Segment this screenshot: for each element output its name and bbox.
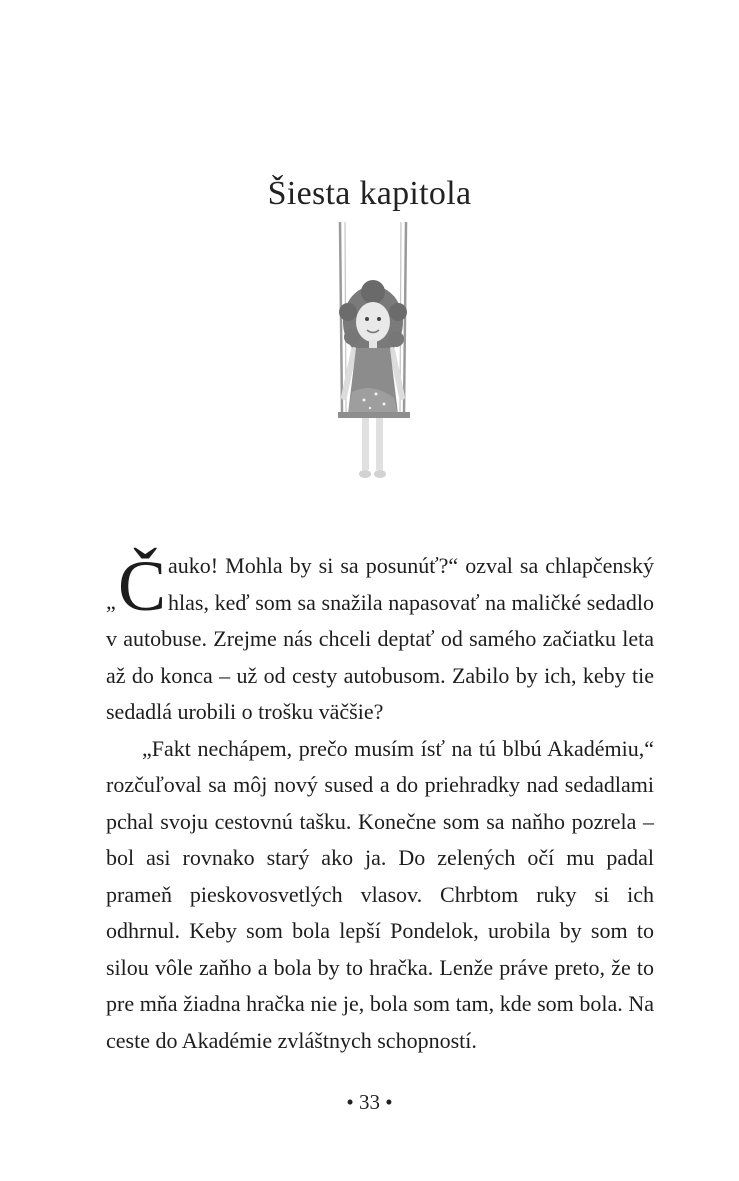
girl-on-swing-illustration [318,222,428,492]
chapter-body [106,548,654,1059]
chapter-title: Šiesta kapitola [267,175,472,212]
first-paragraph [106,548,654,731]
drop-cap-letter: Č [118,546,167,626]
page-number: • 33 • [346,1090,393,1114]
opening-quote-mark: „ [106,589,116,614]
second-paragraph: „Fakt nechápem, prečo musím ísť na tú blbú Akadémiu,“ rozčuľoval sa môj nový sused a do priehradky nad sedadlami pchal svoju cestovnú tašku. Konečne som sa naňho pozrela – bol asi rovnako starý ako ja. Do zelených očí mu padal prameň pieskovosvetlých vlasov. Chrbtom ruky si ich odhrnul. Keby som bola lepší Pondelok, urobila by som to silou vôle zaňho a bola by to hračka. Lenže práve preto, že to pre mňa žiadna hračka nie je, bola som tam, kde som bola. Na ceste do Akadémie zvláštnych schopností. [106,735,654,1053]
first-paragraph-text: auko! Mohla by si sa posunúť?“ ozval sa chlapčenský hlas, keď som sa snažila napasovať na maličké sedadlo v autobuse. Zrejme nás chceli deptať od samého začiatku leta až do konca – už od cesty autobusom. Zabilo by ich, keby tie sedadlá urobili o trošku väčšie? [106,553,654,724]
